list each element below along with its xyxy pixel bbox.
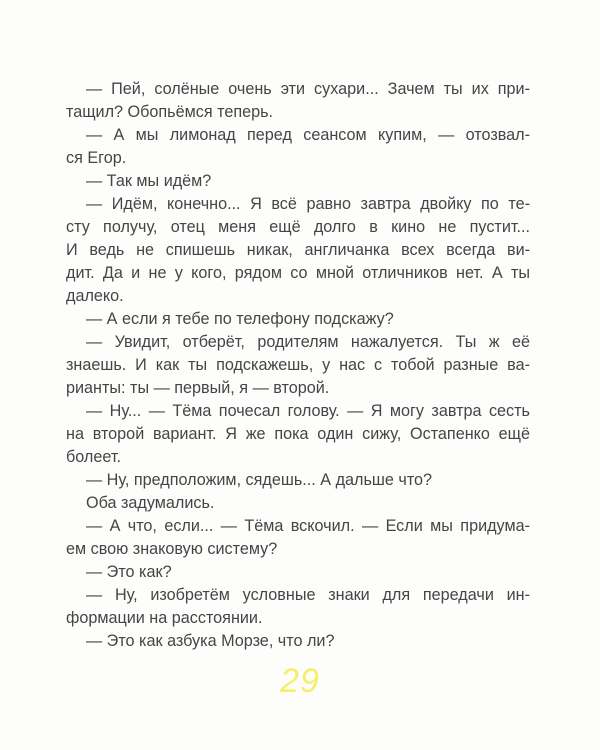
- text-line: — Ну, предположим, сядешь... А дальше что?: [86, 471, 433, 489]
- text-line: далеко.: [66, 287, 124, 305]
- text-line: И ведь не спишешь никак, англичанка всех всегда ви-: [66, 241, 530, 259]
- text-line: рианты: ты — первый, я — второй.: [66, 379, 330, 397]
- text-line: — Это как азбука Морзе, что ли?: [86, 632, 335, 650]
- text-line: болеет.: [66, 448, 121, 466]
- text-line: — Идём, конечно... Я всё равно завтра двойку по те-: [86, 195, 530, 213]
- text-line: — Увидит, отберёт, родителям нажалуется. Ты ж её: [86, 333, 530, 351]
- text-line: тащил? Обопьёмся теперь.: [66, 103, 274, 121]
- page-number: 29: [280, 662, 320, 700]
- page-text: [66, 78, 530, 653]
- text-line: сту получу, отец меня ещё долго в кино не пустит...: [66, 218, 530, 236]
- text-line: — Пей, солёные очень эти сухари... Зачем ты их при-: [86, 80, 530, 98]
- text-line: формации на расстоянии.: [66, 609, 263, 627]
- text-line: — А что, если... — Тёма вскочил. — Если мы придума-: [86, 517, 530, 535]
- text-line: — Ну, изобретём условные знаки для передачи ин-: [86, 586, 530, 604]
- text-line: дит. Да и не у кого, рядом со мной отличников нет. А ты: [66, 264, 530, 282]
- text-line: ся Егор.: [66, 149, 127, 167]
- text-line: — А мы лимонад перед сеансом купим, — отозвал-: [86, 126, 530, 144]
- text-line: знаешь. И как ты подскажешь, у нас с тобой разные ва-: [66, 356, 530, 374]
- text-line: — А если я тебе по телефону подскажу?: [86, 310, 394, 328]
- text-line: на второй вариант. Я же пока один сижу, Остапенко ещё: [66, 425, 530, 443]
- text-line: Оба задумались.: [86, 494, 215, 512]
- text-line: — Так мы идём?: [86, 172, 212, 190]
- text-line: — Ну... — Тёма почесал голову. — Я могу завтра сесть: [86, 402, 530, 420]
- text-line: — Это как?: [86, 563, 172, 581]
- text-line: ем свою знаковую систему?: [66, 540, 278, 558]
